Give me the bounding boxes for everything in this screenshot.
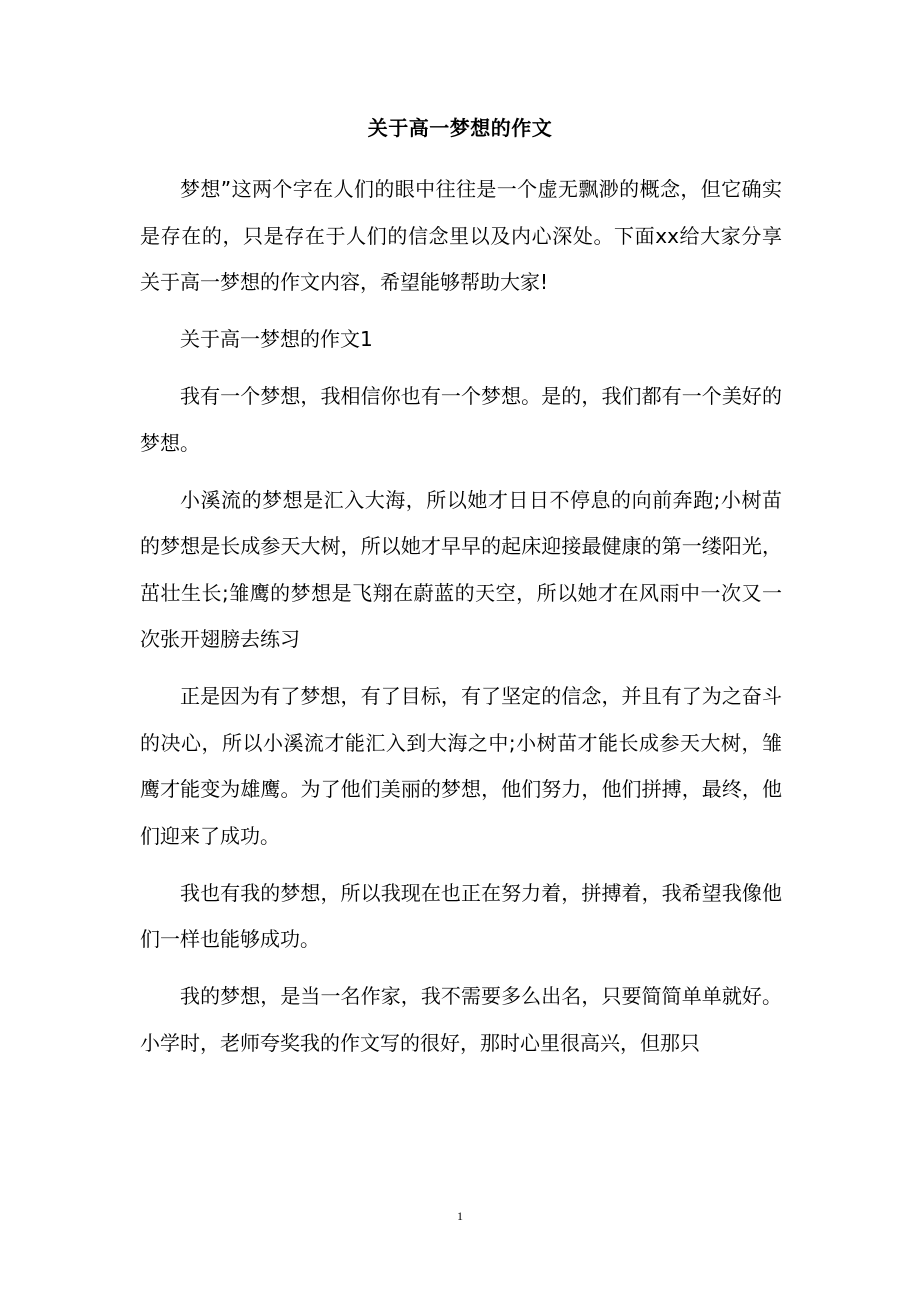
document-title: 关于高一梦想的作文: [367, 116, 553, 140]
paragraph-intro: 梦想”这两个字在人们的眼中往往是一个虚无飘渺的概念，但它确实是存在的，只是存在于人们的信念里以及内心深处。下面xx给大家分享关于高一梦想的作文内容，希望能够帮助大家!: [140, 177, 782, 294]
paragraph: 我的梦想，是当一名作家，我不需要多么出名，只要简简单单就好。小学时，老师夸奖我的作文写的很好，那时心里很高兴，但那只: [140, 984, 782, 1055]
paragraph: 我也有我的梦想，所以我现在也正在努力着，拼搏着，我希望我像他们一样也能够成功。: [140, 880, 782, 951]
document-body: [140, 166, 782, 1077]
page-number: 1: [457, 1209, 463, 1223]
paragraph: 我有一个梦想，我相信你也有一个梦想。是的，我们都有一个美好的梦想。: [140, 384, 782, 455]
section-heading: 关于高一梦想的作文1: [180, 327, 373, 351]
paragraph: 小溪流的梦想是汇入大海，所以她才日日不停息的向前奔跑;小树苗的梦想是长成参天大树，所以她才早早的起床迎接最健康的第一缕阳光，茁壮生长;雏鹰的梦想是飞翔在蔚蓝的天空，所以她才在风雨中一次又一次张开翅膀去练习: [140, 487, 782, 651]
paragraph: 正是因为有了梦想，有了目标，有了坚定的信念，并且有了为之奋斗的决心，所以小溪流才能汇入到大海之中;小树苗才能长成参天大树，雏鹰才能变为雄鹰。为了他们美丽的梦想，他们努力，他们拼搏，最终，他们迎来了成功。: [140, 684, 782, 848]
